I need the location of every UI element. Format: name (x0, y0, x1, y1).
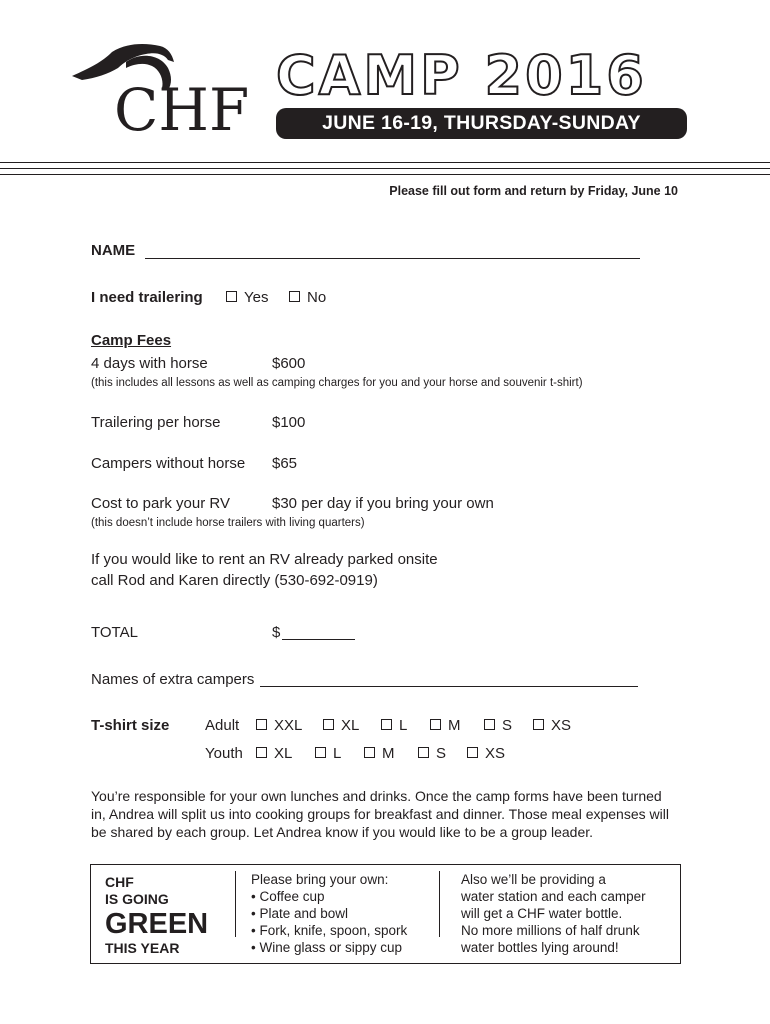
youth-size-checkbox[interactable]: XL (256, 745, 292, 762)
fee-price: $600 (272, 355, 306, 372)
checkbox-icon (533, 719, 544, 730)
paragraph-line: be shared by each group. Let Andrea know if you would like to be a group leader. (91, 824, 594, 840)
date-banner: JUNE 16-19, THURSDAY-SUNDAY (276, 108, 687, 139)
tshirt-label: T-shirt size (91, 717, 170, 734)
fee-note: (this includes all lessons as well as camping charges for you and your horse and souvenir t-shirt) (91, 377, 583, 389)
fee-note: (this doesn’t include horse trailers with living quarters) (91, 517, 365, 529)
checkbox-icon (226, 291, 237, 302)
checkbox-icon (430, 719, 441, 730)
total-label: TOTAL (91, 624, 138, 641)
fee-price: $30 per day if you bring your own (272, 495, 494, 512)
checkbox-icon (289, 291, 300, 302)
adult-size-checkbox[interactable]: XS (533, 717, 571, 734)
total-prefix: $ (272, 624, 281, 641)
green-line2: IS GOING (105, 891, 169, 907)
adult-size-checkbox[interactable]: M (430, 717, 461, 734)
adult-size-checkbox[interactable]: XXL (256, 717, 302, 734)
column-divider (439, 871, 440, 937)
checkbox-icon (256, 719, 267, 730)
header-rule-middle (0, 168, 770, 169)
camp-title (272, 34, 692, 106)
meals-paragraph (91, 787, 691, 841)
fee-label: Campers without horse (91, 455, 246, 472)
checkbox-icon (256, 747, 267, 758)
green-line4: THIS YEAR (105, 940, 180, 956)
adult-size-checkbox[interactable]: XL (323, 717, 359, 734)
list-item: • Wine glass or sippy cup (251, 940, 403, 955)
going-green-box (90, 864, 681, 964)
rv-rent-line1: If you would like to rent an RV already parked onsite (91, 551, 438, 568)
fee-price: $100 (272, 414, 306, 431)
name-label: NAME (91, 242, 136, 259)
camp-fees-heading: Camp Fees (91, 332, 172, 349)
checkbox-icon (364, 747, 375, 758)
checkbox-icon (315, 747, 326, 758)
trailering-no-checkbox[interactable]: No (289, 289, 326, 306)
extra-campers-field[interactable] (260, 672, 638, 687)
adult-size-checkbox[interactable]: S (484, 717, 512, 734)
header-rule-bottom (0, 174, 770, 175)
list-item: • Coffee cup (251, 889, 325, 904)
note-line: Also we’ll be providing a (461, 872, 606, 887)
camp-title-text: CAMP 2016 (276, 44, 647, 106)
bring-your-own-list (251, 871, 407, 956)
trailering-yes-checkbox[interactable]: Yes (226, 289, 268, 306)
trailering-label: I need trailering (91, 289, 203, 306)
fee-label: 4 days with horse (91, 355, 208, 372)
fee-price: $65 (272, 455, 298, 472)
logo-text: CHF (114, 76, 250, 144)
note-line: water station and each camper (461, 889, 646, 904)
list-item: • Plate and bowl (251, 906, 349, 921)
green-line1: CHF (105, 874, 134, 890)
fee-label: Trailering per horse (91, 414, 221, 431)
water-station-note (461, 871, 646, 956)
header-rule-top (0, 162, 770, 163)
note-line: water bottles lying around! (461, 940, 619, 955)
fee-label: Cost to park your RV (91, 495, 230, 512)
name-field[interactable] (145, 243, 640, 259)
adult-label: Adult (205, 717, 240, 734)
going-green-heading (105, 874, 208, 957)
extra-campers-label: Names of extra campers (91, 671, 255, 688)
youth-size-checkbox[interactable]: XS (467, 745, 505, 762)
checkbox-icon (467, 747, 478, 758)
checkbox-icon (323, 719, 334, 730)
youth-size-checkbox[interactable]: L (315, 745, 341, 762)
note-line: No more millions of half drunk (461, 923, 640, 938)
green-line3: GREEN (105, 908, 209, 940)
checkbox-icon (381, 719, 392, 730)
youth-size-checkbox[interactable]: M (364, 745, 395, 762)
note-line: will get a CHF water bottle. (461, 906, 623, 921)
youth-label: Youth (205, 745, 243, 762)
total-field[interactable] (282, 625, 355, 640)
checkbox-icon (484, 719, 495, 730)
bring-heading: Please bring your own: (251, 872, 389, 887)
chf-logo (68, 38, 268, 154)
adult-size-checkbox[interactable]: L (381, 717, 407, 734)
checkbox-icon (418, 747, 429, 758)
list-item: • Fork, knife, spoon, spork (251, 923, 408, 938)
rv-rent-line2: call Rod and Karen directly (530-692-0919) (91, 572, 378, 589)
youth-size-checkbox[interactable]: S (418, 745, 446, 762)
return-instructions: Please fill out form and return by Friday, June 10 (389, 184, 678, 198)
paragraph-line: in, Andrea will split us into cooking groups for breakfast and dinner. Those meal expenses will (91, 806, 669, 822)
column-divider (235, 871, 236, 937)
paragraph-line: You’re responsible for your own lunches and drinks. Once the camp forms have been turned (91, 788, 662, 804)
